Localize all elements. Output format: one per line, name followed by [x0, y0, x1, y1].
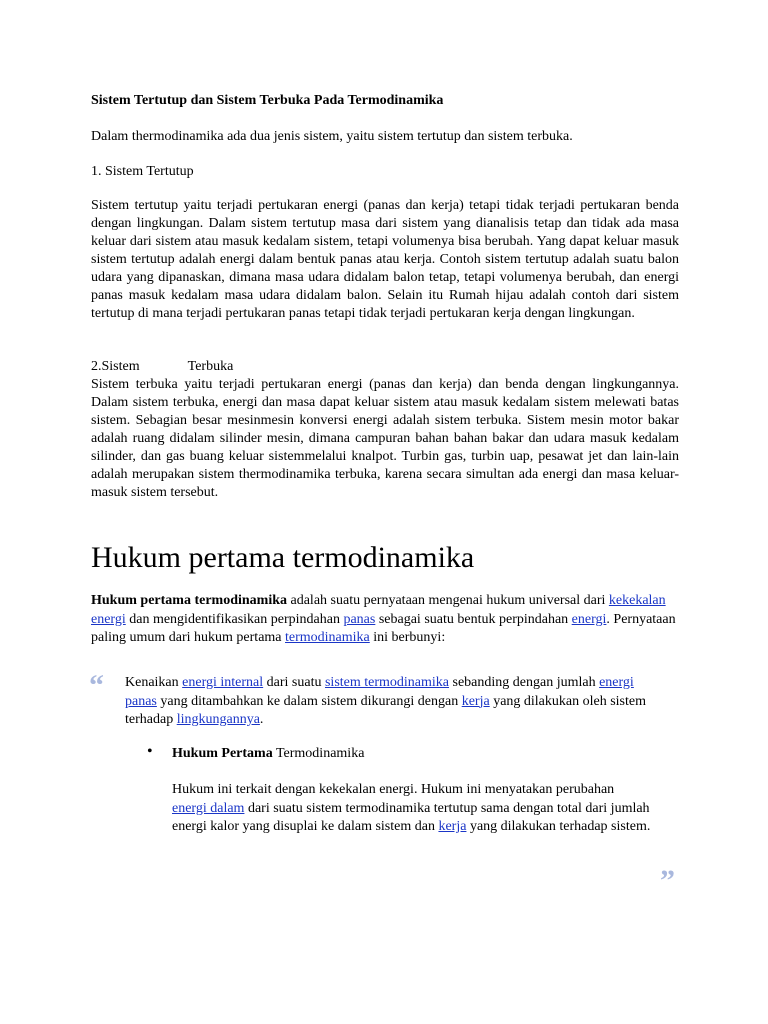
close-quote-icon: ” — [660, 864, 675, 897]
bullet-bold: Hukum Pertama — [172, 746, 273, 761]
text-span: adalah suatu pernyataan mengenai hukum universal dari — [287, 593, 609, 608]
link-energi[interactable]: energi — [571, 611, 607, 627]
link-kerja-2[interactable]: kerja — [438, 819, 467, 834]
section-2-body: Sistem terbuka yaitu terjadi pertukaran energi (panas dan kerja) dan benda dengan lingkungannya. Dalam sistem terbuka, energi dan masa dapat keluar sistem atau masuk kedalam sistem melewati batas sistem. Sebagian besar mesinmesin konversi energi adalah sistem terbuka. Sistem mesin motor bakar adalah ruang didalam silinder mesin, dimana campuran bahan bahan bakar dan udara masuk kedalam silinder, dan gas buang keluar sistemmelalui knalpot. Turbin gas, turbin uap, pesawat jet dan lain-lain adalah merupakan sistem thermodinamika terbuka, karena secara simultan ada energi dan masa keluar-masuk sistem tersebut. — [91, 377, 679, 500]
blockquote — [125, 674, 665, 730]
link-energi-dalam[interactable]: energi dalam — [172, 800, 245, 816]
text-span: ini berbunyi: — [369, 630, 446, 645]
hukum-bold-term: Hukum pertama termodinamika — [91, 593, 287, 608]
bullet-icon: • — [147, 743, 153, 760]
section-1-heading: 1. Sistem Tertutup — [91, 164, 194, 179]
open-quote-icon: “ — [89, 669, 104, 702]
text-span: yang dilakukan oleh sistem terhadap — [125, 693, 646, 727]
hukum-detail-paragraph — [172, 781, 652, 837]
section-1-body: Sistem tertutup yaitu terjadi pertukaran energi (panas dan kerja) tetapi tidak terjadi pertukaran benda dengan lingkungan. Dalam sistem tertutup masa dari sistem yang dianalisis tetap dan tidak ada masa keluar dari sistem atau masuk kedalam sistem, tetapi volumenya bisa berubah. Yang dapat keluar masuk sistem tertutup adalah energi dalam bentuk panas atau kerja. Contoh sistem tertutup adalah suatu balon udara yang dipanaskan, dimana masa udara didalam balon tetap, tetapi volumenya berubah, dan energi panas masuk kedalam masa udara didalam balon. Selain itu Rumah hijau adalah contoh dari sistem tertutup di mana terjadi pertukaran panas tetapi tidak terjadi pertukaran kerja dengan lingkungan. — [91, 198, 679, 321]
link-panas[interactable]: panas — [343, 611, 376, 627]
text-span: . — [259, 712, 264, 727]
link-energi-panas[interactable]: energi panas — [125, 675, 634, 709]
text-span: . Pernyataan paling umum dari hukum pertama — [91, 611, 676, 645]
text-span: Kenaikan — [125, 675, 183, 690]
link-termodinamika[interactable]: termodinamika — [285, 630, 370, 645]
text-span: sebagai suatu bentuk perpindahan — [375, 611, 572, 627]
link-sistem-termodinamika[interactable]: sistem termodinamika — [324, 675, 450, 690]
link-energi-internal[interactable]: energi internal — [182, 675, 264, 690]
text-span: dari suatu — [263, 675, 325, 690]
text-span: dari suatu sistem termodinamika tertutup sama dengan total dari jumlah energi kalor yang disuplai ke dalam sistem dan — [172, 800, 650, 834]
text-span: yang ditambahkan ke dalam sistem dikurangi dengan — [156, 693, 462, 709]
hukum-paragraph — [91, 592, 681, 648]
section-2-heading — [91, 358, 351, 376]
section-2-heading-word: Terbuka — [187, 359, 234, 374]
big-heading: Hukum pertama termodinamika — [91, 541, 475, 574]
text-span: yang dilakukan terhadap sistem. — [466, 819, 651, 834]
link-lingkungannya[interactable]: lingkungannya — [176, 712, 260, 727]
link-kerja[interactable]: kerja — [461, 693, 490, 709]
document-title: Sistem Tertutup dan Sistem Terbuka Pada Termodinamika — [91, 93, 444, 108]
section-2-heading-number: 2.Sistem — [91, 359, 140, 374]
text-span: dan mengidentifikasikan perpindahan — [125, 611, 344, 627]
text-span: sebanding dengan jumlah — [449, 675, 600, 690]
bullet-rest: Termodinamika — [272, 746, 365, 761]
intro-paragraph: Dalam thermodinamika ada dua jenis sistem, yaitu sistem tertutup dan sistem terbuka. — [91, 129, 573, 144]
bullet-item — [172, 745, 364, 763]
link-kekekalan-energi[interactable]: kekekalan energi — [91, 593, 666, 627]
text-span: Hukum ini terkait dengan kekekalan energi. Hukum ini menyatakan perubahan — [172, 782, 615, 797]
